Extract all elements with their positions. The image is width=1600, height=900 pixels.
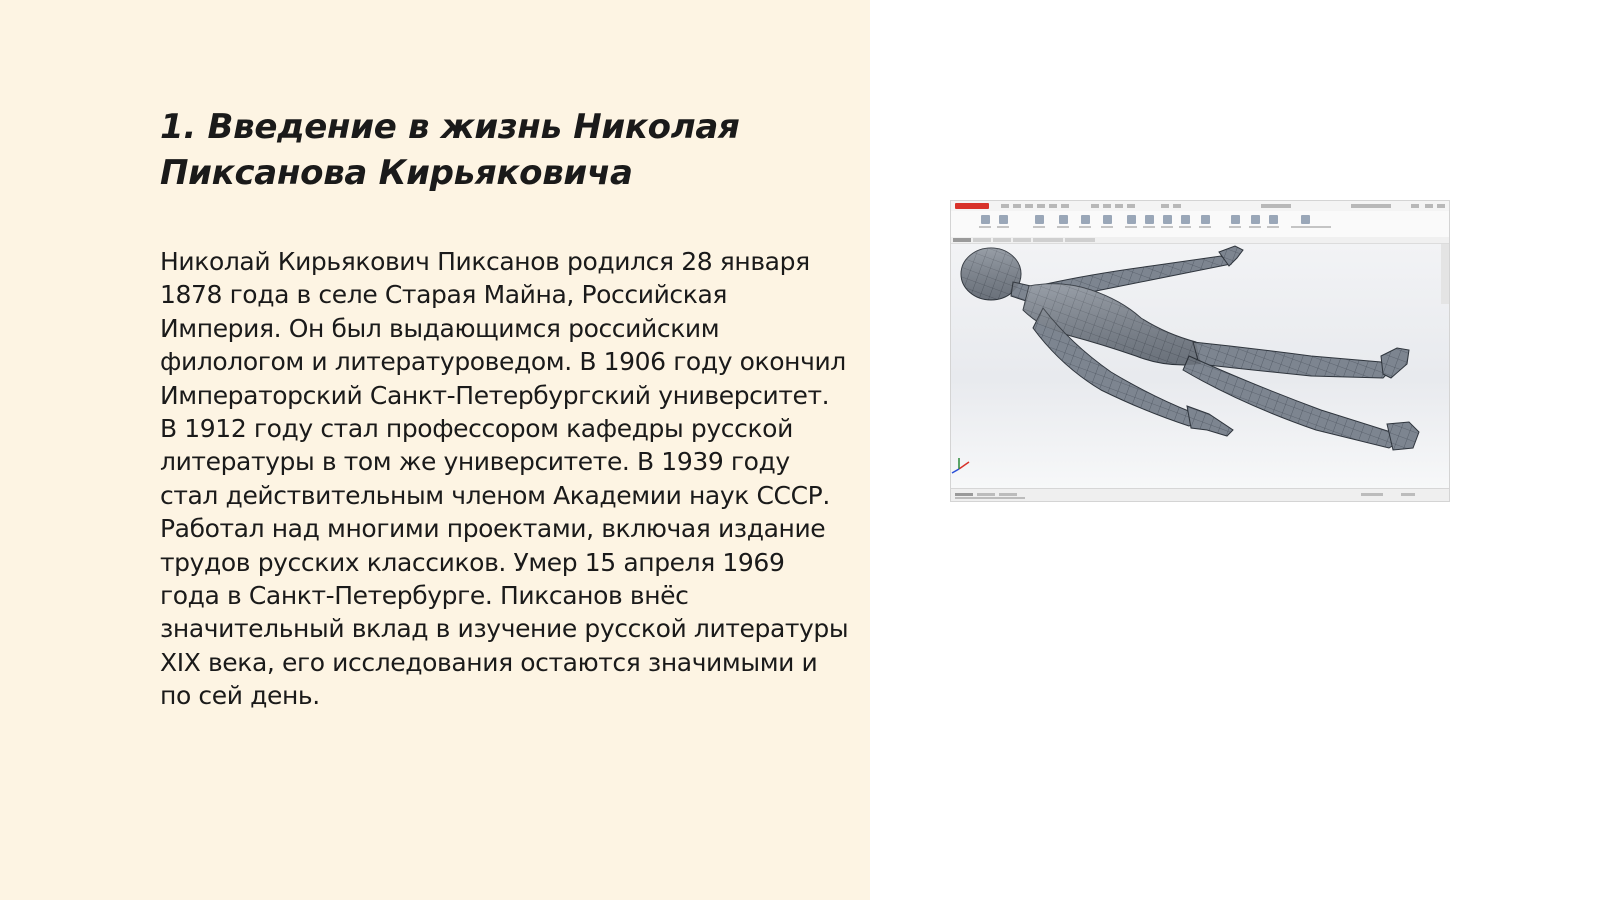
slide-title: 1. Введение в жизнь Николая Пиксанова Кирьяковича xyxy=(160,107,740,193)
cad-command-tabs xyxy=(951,237,1449,244)
cad-ribbon-toolbar xyxy=(951,211,1449,238)
slide-body-text: Николай Кирьякович Пиксанов родился 28 января 1878 года в селе Старая Майна, Российская Империя. Он был выдающимся российским филологом и литературоведом. В 1906 году окончил Императорский Санкт-Петербургский университет. В 1912 году стал профессором кафедры русской литературы в том же университете. В 1939 году стал действительным членом Академии наук СССР. Работал над многими проектами, включая издание трудов русских классиков. Умер 15 апреля 1969 года в Санкт-Петербурге. Пиксанов внёс значительный вклад в изучение русской литературы XIX века, его исследования остаются значимыми и по сей день. xyxy=(160,247,849,711)
cad-statusbar xyxy=(951,488,1449,501)
cad-logo-icon xyxy=(955,203,989,209)
human-mesh-model-icon xyxy=(951,244,1450,489)
cad-model-image xyxy=(950,200,1450,502)
axis-triad-icon xyxy=(952,458,969,473)
